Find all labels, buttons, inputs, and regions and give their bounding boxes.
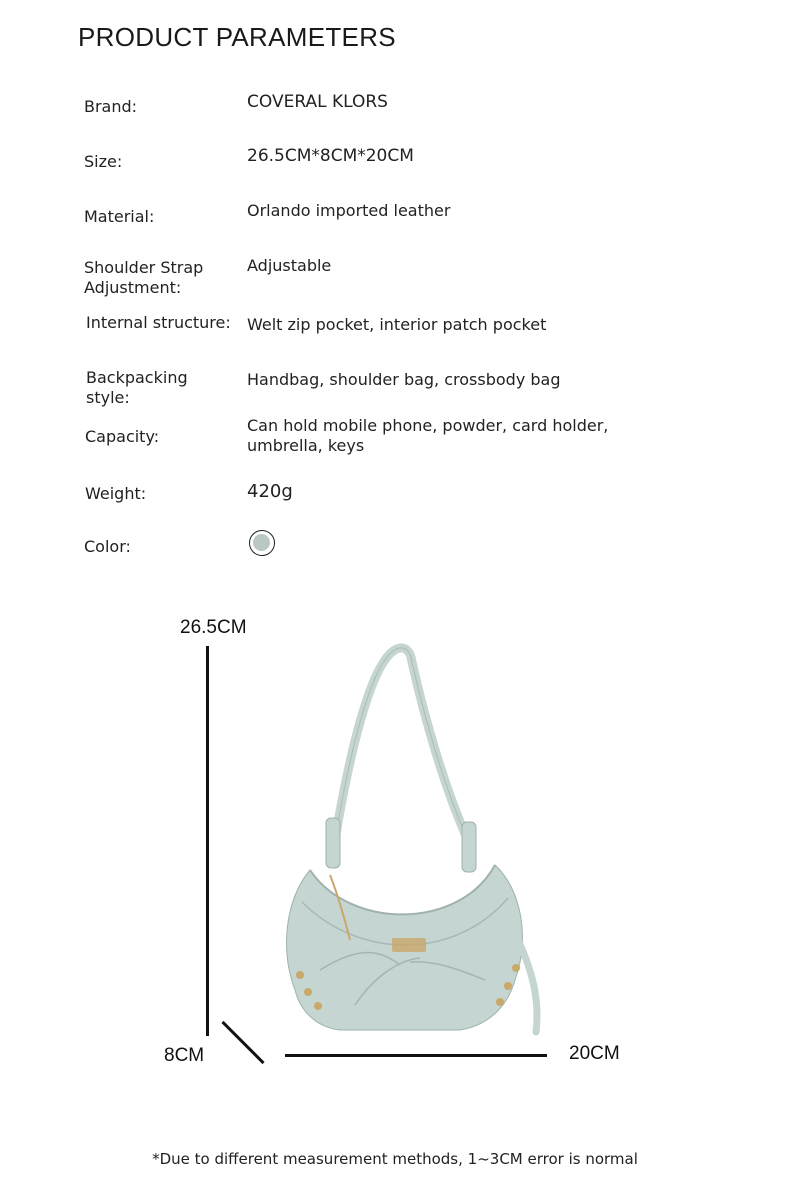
- bag-logo: [392, 938, 426, 952]
- capacity-value: Can hold mobile phone, powder, card holder, umbrella, keys: [247, 416, 609, 455]
- depth-dimension-label: 8CM: [164, 1045, 205, 1066]
- size-value: 26.5CM*8CM*20CM: [247, 146, 414, 166]
- brand-value: COVERAL KLORS: [247, 92, 388, 112]
- material-label: Material:: [84, 207, 155, 226]
- strap-label: Shoulder Strap Adjustment:: [84, 258, 204, 297]
- brand-label: Brand:: [84, 97, 138, 116]
- capacity-label: Capacity:: [85, 427, 160, 446]
- internal-label: Internal structure:: [86, 313, 231, 332]
- strap-value: Adjustable: [247, 256, 332, 275]
- width-dimension-label: 20CM: [569, 1043, 620, 1064]
- bag-strap: [335, 648, 470, 845]
- material-value: Orlando imported leather: [247, 201, 451, 220]
- strap-tab-right: [462, 822, 476, 872]
- weight-label: Weight:: [85, 484, 147, 503]
- backpacking-value: Handbag, shoulder bag, crossbody bag: [247, 370, 561, 389]
- strap-tab-left: [326, 818, 340, 868]
- handbag-image: [260, 640, 560, 1040]
- page-title: PRODUCT PARAMETERS: [78, 22, 396, 52]
- backpacking-label: Backpacking style:: [86, 368, 188, 407]
- size-label: Size:: [84, 152, 123, 171]
- color-label: Color:: [84, 537, 131, 556]
- width-dimension-line: [285, 1054, 547, 1057]
- color-swatch-fill: [253, 534, 270, 551]
- depth-dimension-line: [221, 1021, 264, 1064]
- internal-value: Welt zip pocket, interior patch pocket: [247, 315, 547, 334]
- color-swatch[interactable]: [249, 530, 275, 556]
- height-dimension-label: 26.5CM: [180, 617, 247, 638]
- height-dimension-line: [206, 646, 209, 1036]
- weight-value: 420g: [247, 481, 293, 502]
- measurement-footnote: *Due to different measurement methods, 1~3CM error is normal: [152, 1150, 638, 1168]
